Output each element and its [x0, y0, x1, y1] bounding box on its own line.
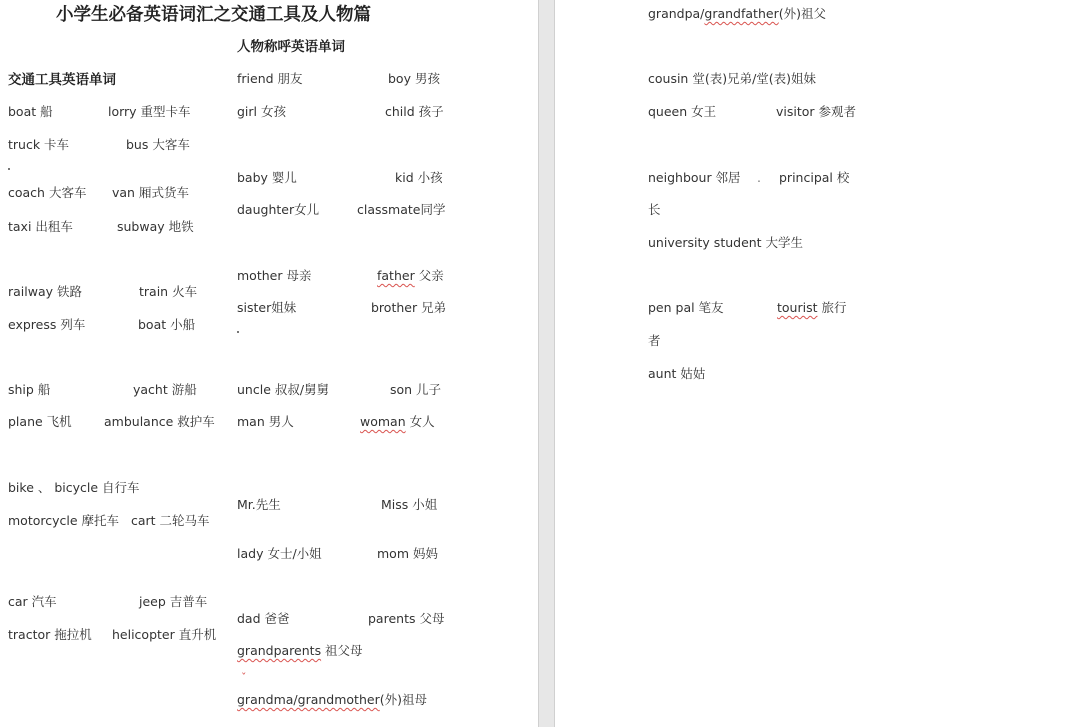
transport-word: ship 船 — [8, 382, 51, 397]
people-word: grandpa/grandfather(外)祖父 — [648, 6, 826, 21]
transport-word: yacht 游船 — [133, 382, 197, 397]
people-word: Mr.先生 — [237, 497, 281, 512]
people-word: baby 婴儿 — [237, 170, 297, 185]
transport-word: boat 小船 — [138, 317, 196, 332]
people-word: grandparents 祖父母 — [237, 643, 363, 658]
people-word: parents 父母 — [368, 611, 445, 626]
transport-word: lorry 重型卡车 — [108, 104, 191, 119]
people-word: classmate同学 — [357, 202, 446, 217]
people-word: man 男人 — [237, 414, 294, 429]
document-page-right — [555, 0, 1080, 727]
people-word: Miss 小姐 — [381, 497, 438, 512]
spellcheck-underline: woman — [360, 414, 406, 429]
spellcheck-underline: grandfather — [704, 6, 779, 21]
transport-word: boat 船 — [8, 104, 53, 119]
transport-word: truck 卡车 — [8, 137, 70, 152]
people-word: cousin 堂(表)兄弟/堂(表)姐妹 — [648, 71, 817, 86]
page-title: 小学生必备英语词汇之交通工具及人物篇 — [56, 5, 371, 25]
spellcheck-underline: grandparents — [237, 643, 322, 658]
people-word: boy 男孩 — [388, 71, 440, 86]
transport-word: van 厢式货车 — [112, 185, 189, 200]
people-word: child 孩子 — [385, 104, 444, 119]
stray-dot — [8, 168, 10, 170]
people-word: girl 女孩 — [237, 104, 286, 119]
people-word: father 父亲 — [377, 268, 444, 283]
transport-word: bike 、 bicycle 自行车 — [8, 480, 140, 495]
transport-word: bus 大客车 — [126, 137, 190, 152]
stray-dot — [237, 331, 239, 333]
people-word: dad 爸爸 — [237, 611, 290, 626]
people-word: university student 大学生 — [648, 235, 804, 250]
people-word: aunt 姑姑 — [648, 366, 706, 381]
section-heading-people: 人物称呼英语单词 — [237, 39, 345, 55]
transport-word: jeep 吉普车 — [139, 594, 208, 609]
people-word: 者 — [648, 333, 661, 348]
people-word: daughter女儿 — [237, 202, 320, 217]
people-word: friend 朋友 — [237, 71, 303, 86]
people-word: uncle 叔叔/舅舅 — [237, 382, 330, 397]
people-word: queen 女王 — [648, 104, 717, 119]
people-word: tourist 旅行 — [777, 300, 847, 315]
spellcheck-underline: tourist — [777, 300, 818, 315]
people-word: woman 女人 — [360, 414, 435, 429]
page-gap — [538, 0, 555, 727]
people-word: kid 小孩 — [395, 170, 443, 185]
transport-word: express 列车 — [8, 317, 86, 332]
transport-word: tractor 拖拉机 — [8, 627, 92, 642]
people-word: sister姐妹 — [237, 300, 297, 315]
transport-word: ambulance 救护车 — [104, 414, 215, 429]
transport-word: coach 大客车 — [8, 185, 87, 200]
transport-word: taxi 出租车 — [8, 219, 73, 234]
document-page-left — [0, 0, 538, 727]
transport-word: motorcycle 摩托车 — [8, 513, 120, 528]
transport-word: cart 二轮马车 — [131, 513, 210, 528]
spellcheck-underline: father — [377, 268, 415, 283]
people-word: lady 女士/小姐 — [237, 546, 322, 561]
people-word: pen pal 笔友 — [648, 300, 724, 315]
transport-word: railway 铁路 — [8, 284, 82, 299]
people-word: mom 妈妈 — [377, 546, 438, 561]
section-heading-transport: 交通工具英语单词 — [8, 72, 116, 88]
people-word: mother 母亲 — [237, 268, 312, 283]
transport-word: car 汽车 — [8, 594, 57, 609]
transport-word: plane 飞机 — [8, 414, 72, 429]
spellcheck-underline: grandma/grandmother — [237, 692, 380, 707]
transport-word: helicopter 直升机 — [112, 627, 217, 642]
people-word: 长 — [648, 202, 661, 217]
people-word: son 儿子 — [390, 382, 442, 397]
people-word: visitor 参观者 — [776, 104, 857, 119]
people-word: grandma/grandmother(外)祖母 — [237, 692, 427, 707]
spellcheck-mark: ˇ — [241, 671, 247, 684]
people-word: brother 兄弟 — [371, 300, 447, 315]
transport-word: subway 地铁 — [117, 219, 194, 234]
stray-period: . — [757, 170, 761, 185]
transport-word: train 火车 — [139, 284, 198, 299]
people-word: neighbour 邻居 — [648, 170, 741, 185]
people-word: principal 校 — [779, 170, 850, 185]
